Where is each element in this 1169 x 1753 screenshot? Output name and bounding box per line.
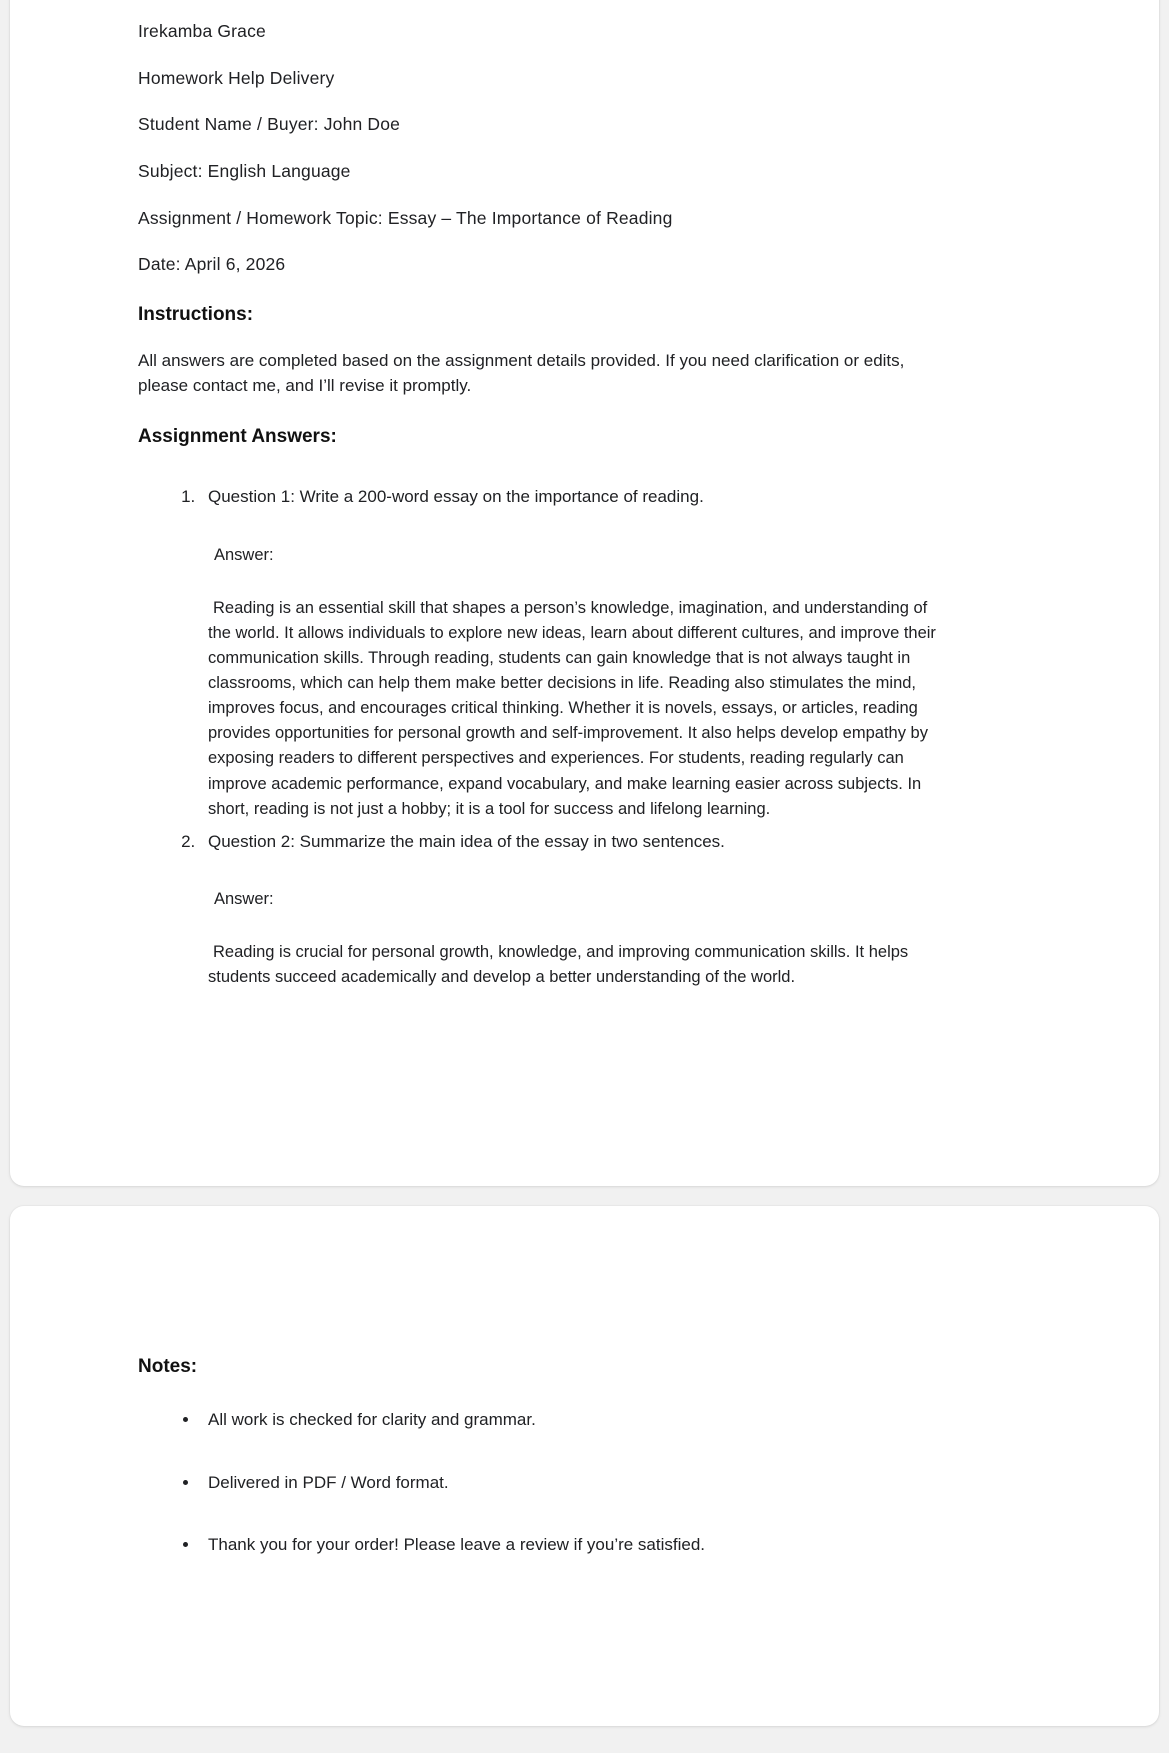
answer-label: Answer:: [214, 890, 274, 909]
meta-assignment-topic: Assignment / Homework Topic: Essay – The Importance of Reading: [138, 207, 673, 228]
notes-heading: Notes:: [138, 1356, 198, 1377]
question-item: [200, 485, 1089, 821]
list-item: • Delivered in PDF / Word format.: [200, 1471, 1089, 1496]
instructions-heading: Instructions:: [138, 303, 254, 325]
delivery-document-card: [10, 0, 1159, 1186]
notes-document-card: [10, 1206, 1159, 1726]
question-text: 1. Question 1: Write a 200-word essay on the importance of reading.: [208, 487, 704, 507]
answer-text: Reading is crucial for personal growth, knowledge, and improving communication skills. It helps students succeed academically and develop a better understanding of the world.: [208, 943, 909, 987]
assignment-answers-heading: Assignment Answers:: [138, 425, 337, 447]
meta-subject: Subject: English Language: [138, 160, 351, 181]
question-item: [200, 830, 1089, 991]
answer-label: Answer:: [214, 546, 274, 565]
list-item: • Thank you for your order! Please leave a review if you’re satisfied.: [200, 1533, 1089, 1558]
meta-student-name: Student Name / Buyer: John Doe: [138, 114, 401, 135]
question-text: 2. Question 2: Summarize the main idea of the essay in two sentences.: [208, 831, 725, 851]
answer-text: Reading is an essential skill that shapes a person’s knowledge, imagination, and understanding of the world. It allows individuals to explore new ideas, learn about different cultures, and improve their communication skills. Through reading, students can gain knowledge that is not always taught in classrooms, which can help them make better decisions in life. Reading also stimulates the mind, improves focus, and encourages critical thinking. Whether it is novels, essays, or articles, reading provides opportunities for personal growth and self-improvement. It also helps develop empathy by exposing readers to different perspectives and experiences. For students, reading regularly can improve academic performance, expand vocabulary, and make learning easier across subjects. In short, reading is not just a hobby; it is a tool for success and lifelong learning.: [208, 598, 936, 818]
notes-list: [138, 1408, 1089, 1558]
delivery-title: Homework Help Delivery: [138, 67, 335, 88]
question-list: [138, 485, 1089, 990]
list-item: • All work is checked for clarity and grammar.: [200, 1408, 1089, 1433]
seller-name: Irekamba Grace: [138, 21, 266, 41]
instructions-body: All answers are completed based on the assignment details provided. If you need clarification or edits, please contact me, and I’ll revise it promptly.: [138, 351, 905, 396]
meta-date: Date: April 6, 2026: [138, 254, 286, 275]
